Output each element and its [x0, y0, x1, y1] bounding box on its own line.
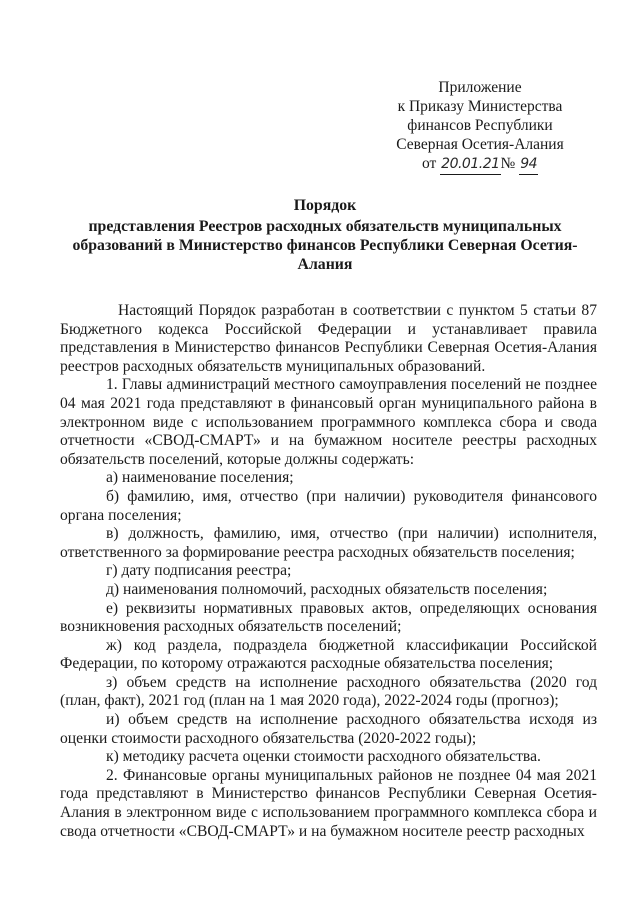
paragraph-item-a: а) наименование поселения; — [106, 469, 294, 487]
paragraph-item-v: в) должность, фамилию, имя, отчество (при наличии) исполнителя, ответственного за формирование реестра расходных обязательств поселения; — [60, 525, 597, 561]
annex-date-line — [380, 154, 580, 175]
paragraph-item-d: д) наименования полномочий, расходных обязательств поселения; — [106, 580, 548, 598]
paragraph-item-2: 2. Финансовые органы муниципальных районов не позднее 04 мая 2021 года представляют в Министерство финансов Республики Северная Осетия-Алания в электронном виде с использованием программного комплекса сбора и свода отчетности «СВОД-СМАРТ» и на бумажном носителе реестр расходных — [60, 766, 597, 840]
annex-ministry-line: финансов Республики — [407, 117, 553, 134]
paragraph-intro: Настоящий Порядок разработан в соответствии с пунктом 5 статьи 87 Бюджетного кодекса Российской Федерации и устанавливает правила представления в Министерство финансов Республики Северная Осетия-Алания реестров расходных обязательств муниципальных образований. — [60, 302, 597, 375]
annex-number-value: 94 — [519, 155, 538, 175]
annex-date-value: 20.01.21 — [440, 155, 500, 175]
title-line-3: образований в Министерство финансов Республики Северная Осетия- — [72, 237, 578, 254]
annex-block — [380, 78, 580, 175]
paragraph-item-k: к) методику расчета оценки стоимости расходного обязательства. — [106, 748, 541, 766]
annex-republic-line: Северная Осетия-Алания — [396, 136, 564, 153]
paragraph-item-e: е) реквизиты нормативных правовых актов, определяющих основания возникновения расходных обязательств поселений; — [60, 599, 597, 636]
title-line-4: Алания — [297, 256, 353, 273]
paragraph-item-1: 1. Главы администраций местного самоуправления поселений не позднее 04 мая 2021 года представляют в финансовый орган муниципального района в электронном виде с использованием программного комплекса сбора и свода отчетности «СВОД-СМАРТ» и на бумажном носителе реестры расходных обязательств поселений, которые должны содержать: — [60, 376, 597, 468]
document-title — [60, 196, 590, 274]
paragraph-item-z: з) объем средств на исполнение расходного обязательства (2020 год (план, факт), 2021 год (план на 1 мая 2020 года), 2022-2024 годы (прогноз); — [60, 673, 597, 710]
annex-title: Приложение — [438, 79, 522, 96]
paragraph-item-b: б) фамилию, имя, отчество (при наличии) руководителя финансового органа поселения; — [60, 487, 597, 524]
annex-number-sign: № — [500, 155, 516, 172]
paragraph-item-g: г) дату подписания реестра; — [106, 562, 292, 580]
annex-order-line: к Приказу Министерства — [397, 98, 563, 115]
annex-date-prefix: от — [421, 155, 437, 172]
paragraph-item-zh: ж) код раздела, подраздела бюджетной классификации Российской Федерации, по которому отражаются расходные обязательства поселения; — [60, 636, 597, 673]
title-line-1: Порядок — [293, 197, 357, 214]
document-body — [60, 302, 597, 841]
paragraph-item-i: и) объем средств на исполнение расходного обязательства исходя из оценки стоимости расходного обязательства (2020-2022 годы); — [60, 711, 597, 747]
title-line-2: представления Реестров расходных обязательств муниципальных — [88, 218, 562, 235]
